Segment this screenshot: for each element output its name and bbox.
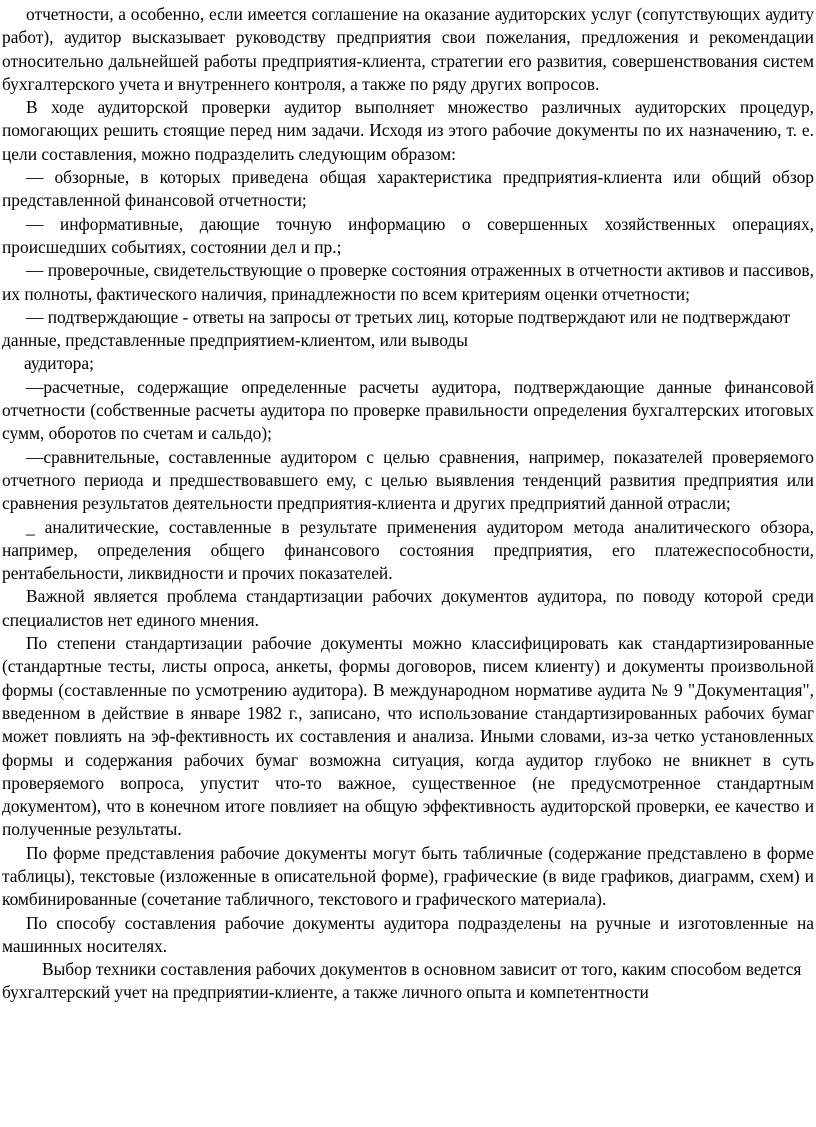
list-item-confirming-tail: аудитора;	[24, 353, 94, 374]
paragraph-audit-procedures: В ходе аудиторской проверки аудитор выполняет множество различных аудиторских процедур, помогающих решить стоящие перед ним задачи. Исходя из этого рабочие документы по их назначению, т. е. цели составления, можно подразделить следующим образом:	[2, 97, 814, 164]
list-item-overview: — обзорные, в которых приведена общая характеристика предприятия-клиента или общий обзор представленной финансовой отчетности;	[2, 167, 814, 211]
list-item-comparative: —сравнительные, составленные аудитором с целью сравнения, например, показателей проверяемого отчетного периода и предшествовавшего ему, с целью выявления тенденций развития предприятия или сравнения результатов деятельности предприятия-клиента и других предприятий данной отрасли;	[2, 446, 814, 514]
list-item-calculation: —расчетные, содержащие определенные расчеты аудитора, подтверждающие данные финансовой отчетности (собственные расчеты аудитора по проверке правильности определения бухгалтерских итоговых сумм, оборотов по счетам и сальдо);	[2, 376, 814, 444]
list-item-confirming: — подтверждающие - ответы на запросы от третьих лиц, которые подтверждают или не подтверждают данные, представленные предприятием-клиентом, или выводы	[2, 306, 791, 351]
list-item-analytical: _ аналитические, составленные в результате применения аудитором метода аналитического обзора, например, определения общего финансового состояния предприятия, его платежеспособности, рентабельности, ликвидности и прочих показателей.	[2, 516, 814, 584]
paragraph-standardization-problem: Важной является проблема стандартизации рабочих документов аудитора, по поводу которой среди специалистов нет единого мнения.	[2, 586, 814, 630]
paragraph-preparation-method: По способу составления рабочие документы аудитора подразделены на ручные и изготовленные на машинных носителях.	[2, 912, 814, 956]
list-item-informative: — информативные, дающие точную информацию о совершенных хозяйственных операциях, происшедших событиях, состоянии дел и пр.;	[2, 213, 814, 257]
paragraph-intro-continuation: отчетности, а особенно, если имеется соглашение на оказание аудиторских услуг (сопутствующих аудиту работ), аудитор высказывает руководству предприятия свои пожелания, предложения и рекомендации относительно дальнейшей работы предприятия-клиента, стратегии его развития, совершенствования систем бухгалтерского учета и внутреннего контроля, а также по ряду других вопросов.	[2, 4, 814, 94]
paragraph-technique-choice: Выбор техники составления рабочих документов в основном зависит от того, каким способом ведется бухгалтерский учет на предприятии-клиенте, а также личного опыта и компетентности	[2, 959, 802, 1003]
list-item-verification: — проверочные, свидетельствующие о проверке состояния отраженных в отчетности активов и пассивов, их полноты, фактического наличия, принадлежности по всем критериям оценки отчетности;	[2, 260, 814, 304]
paragraph-presentation-form: По форме представления рабочие документы могут быть табличные (содержание представлено в форме таблицы), текстовые (изложенные в описательной форме), графические (в виде графиков, диаграмм, схем) и комбинированные (сочетание табличного, текстового и графического материала).	[2, 842, 814, 910]
paragraph-standardization-degree: По степени стандартизации рабочие документы можно классифицировать как стандартизированные (стандартные тесты, листы опроса, анкеты, формы договоров, писем клиенту) и документы произвольной формы (составленные по усмотрению аудитора). В международном нормативе аудита № 9 "Документация", введенном в действие в январе 1982 г., записано, что использование стандартизированных рабочих бумаг может повлиять на эф-фективность их составления и анализа. Иными словами, из-за четко установленных формы и содержания рабочих бумаг возможна ситуация, когда аудитор глубоко не вникнет в суть проверяемого вопроса, упустит что-то важное, существенное (не предусмотренное стандартным документом), что в конечном итоге повлияет на общую эффективность аудиторской проверки, ее качество и полученные результаты.	[2, 633, 814, 840]
